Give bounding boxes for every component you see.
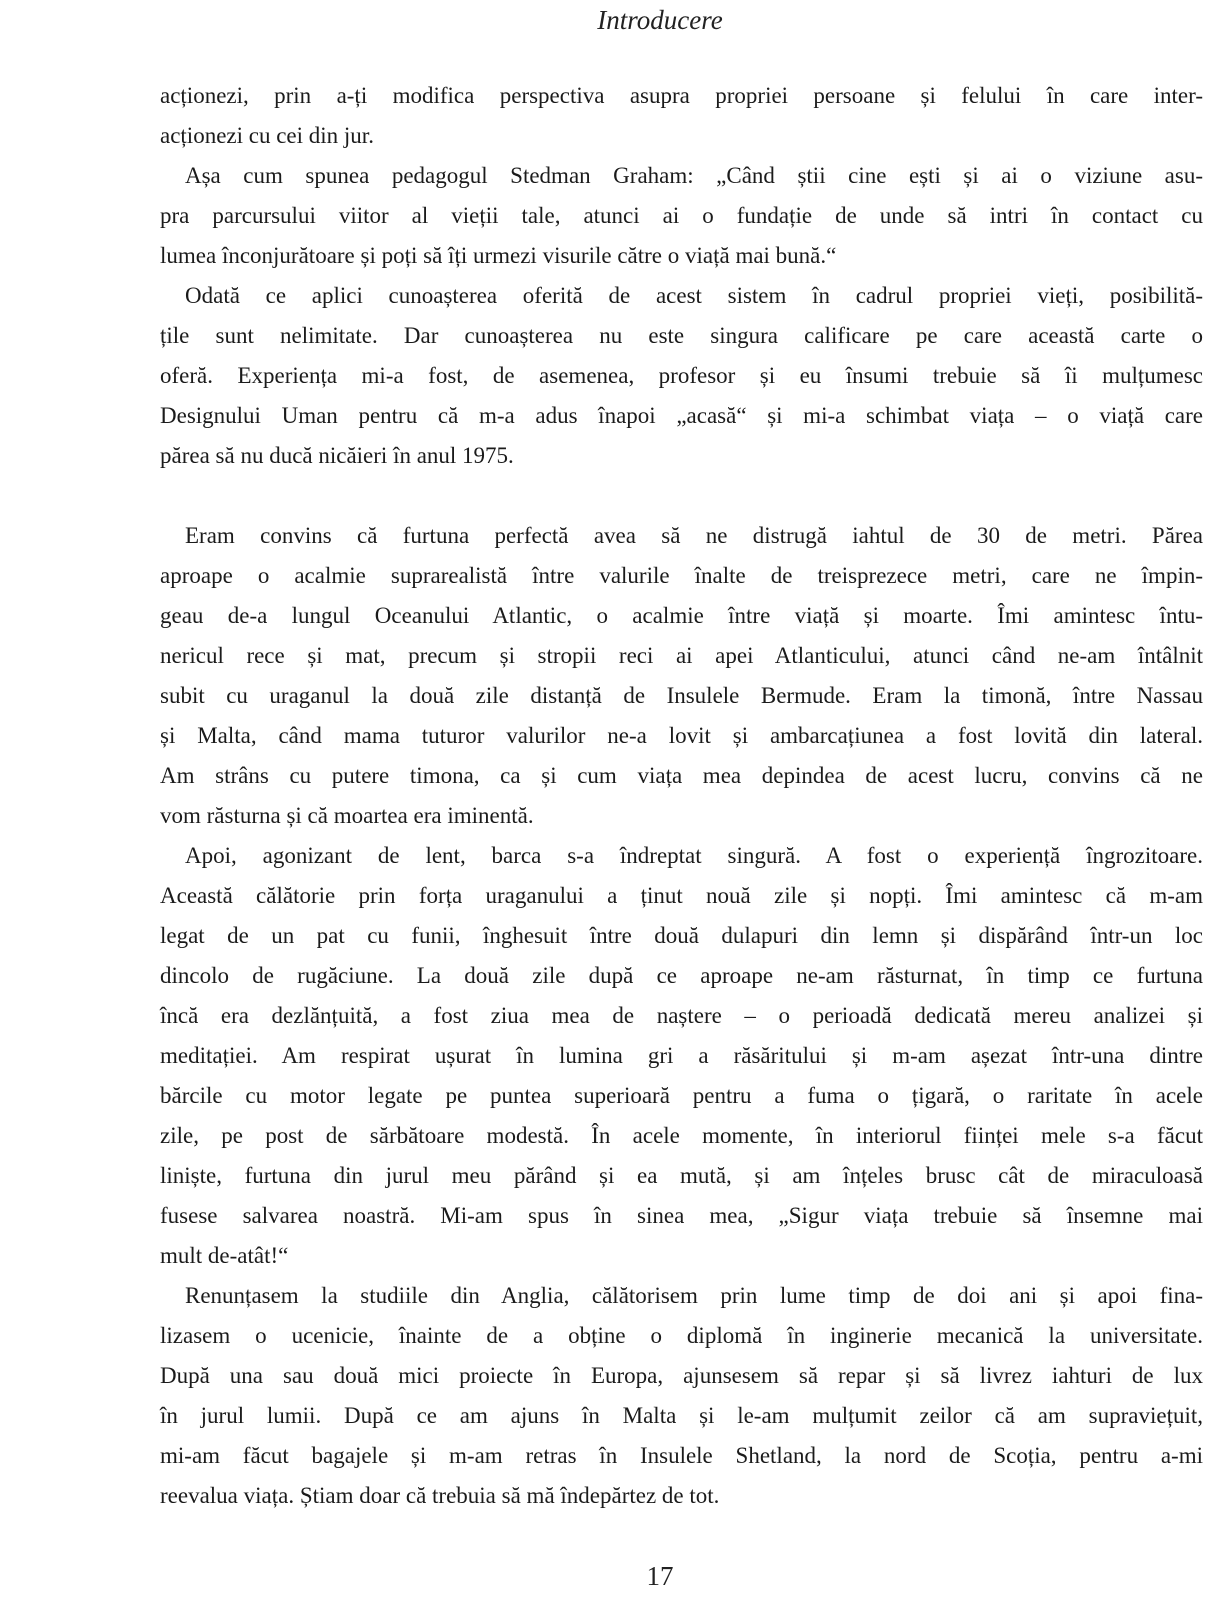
- text-line: părea să nu ducă nicăieri în anul 1975.: [160, 443, 514, 468]
- text-line: oferă. Experiența mi-a fost, de asemenea, profesor și eu însumi trebuie să îi mulțumesc: [160, 363, 1203, 388]
- page-number: 17: [646, 1561, 674, 1591]
- text-line: Așa cum spunea pedagogul Stedman Graham: „Când știi cine ești și ai o viziune asu-: [185, 163, 1203, 188]
- text-line: fusese salvarea noastră. Mi-am spus în sinea mea, „Sigur viața trebuie să însemne mai: [160, 1203, 1203, 1228]
- text-line: Apoi, agonizant de lent, barca s-a îndreptat singură. A fost o experiență îngrozitoare.: [185, 843, 1203, 868]
- text-line: aproape o acalmie suprarealistă între valurile înalte de treisprezece metri, care ne împin-: [160, 563, 1203, 588]
- text-line: dincolo de rugăciune. La două zile după ce aproape ne-am răsturnat, în timp ce furtuna: [160, 963, 1203, 988]
- text-line: subit cu uraganul la două zile distanță de Insulele Bermude. Eram la timonă, între Nassau: [160, 683, 1203, 708]
- text-line: mult de-atât!“: [160, 1243, 289, 1268]
- text-line: acționezi cu cei din jur.: [160, 123, 374, 148]
- text-line: Odată ce aplici cunoașterea oferită de acest sistem în cadrul propriei vieți, posibilită-: [185, 283, 1203, 308]
- text-line: meditației. Am respirat ușurat în lumina gri a răsăritului și m-am așezat într-una dintre: [160, 1043, 1203, 1068]
- text-line: legat de un pat cu funii, înghesuit între două dulapuri din lemn și dispărând într-un loc: [160, 923, 1203, 948]
- paragraph: [160, 156, 1203, 276]
- text-line: zile, pe post de sărbătoare modestă. În acele momente, în interiorul ființei mele s-a făcut: [160, 1123, 1203, 1148]
- paragraph: [160, 76, 1203, 156]
- text-line: bărcile cu motor legate pe puntea superioară pentru a fuma o țigară, o raritate în acele: [160, 1083, 1203, 1108]
- paragraph: [160, 1276, 1203, 1516]
- text-line: Designului Uman pentru că m-a adus înapoi „acasă“ și mi-a schimbat viața – o viață care: [160, 403, 1203, 428]
- text-line: mi-am făcut bagajele și m-am retras în Insulele Shetland, la nord de Scoția, pentru a-mi: [160, 1443, 1203, 1468]
- text-line: încă era dezlănțuită, a fost ziua mea de naștere – o perioadă dedicată mereu analizei și: [160, 1003, 1203, 1028]
- body-text: [160, 76, 1203, 1516]
- text-line: liniște, furtuna din jurul meu părând și ea mută, și am înțeles brusc cât de miraculoasă: [160, 1163, 1203, 1188]
- running-head: Introducere: [597, 5, 723, 35]
- text-line: acționezi, prin a-ți modifica perspectiva asupra propriei persoane și felului în care inter-: [160, 83, 1203, 108]
- text-line: Această călătorie prin forța uraganului a ținut nouă zile și nopți. Îmi amintesc că m-am: [160, 883, 1203, 908]
- text-line: Am strâns cu putere timona, ca și cum viața mea depindea de acest lucru, convins că ne: [160, 763, 1203, 788]
- text-line: lumea înconjurătoare și poți să îți urmezi visurile către o viață mai bună.“: [160, 243, 837, 268]
- text-line: vom răsturna și că moartea era iminentă.: [160, 803, 534, 828]
- text-line: Eram convins că furtuna perfectă avea să ne distrugă iahtul de 30 de metri. Părea: [185, 523, 1203, 548]
- text-line: nericul rece și mat, precum și stropii reci ai apei Atlanticului, atunci când ne-am întâlnit: [160, 643, 1203, 668]
- paragraph: [160, 516, 1203, 836]
- text-line: După una sau două mici proiecte în Europa, ajunsesem să repar și să livrez iahturi de lux: [160, 1363, 1203, 1388]
- paragraph: [160, 836, 1203, 1276]
- text-line: lizasem o ucenicie, înainte de a obține o diplomă în inginerie mecanică la universitate.: [160, 1323, 1203, 1348]
- text-line: Renunțasem la studiile din Anglia, călătorisem prin lume timp de doi ani și apoi fina-: [185, 1283, 1203, 1308]
- text-line: și Malta, când mama tuturor valurilor ne-a lovit și ambarcațiunea a fost lovită din lateral.: [160, 723, 1203, 748]
- text-line: țile sunt nelimitate. Dar cunoașterea nu este singura calificare pe care această carte o: [160, 323, 1203, 348]
- paragraph: [160, 276, 1203, 476]
- text-line: în jurul lumii. După ce am ajuns în Malta și le-am mulțumit zeilor că am supraviețuit,: [160, 1403, 1203, 1428]
- text-line: reevalua viața. Știam doar că trebuia să mă îndepărtez de tot.: [160, 1483, 720, 1508]
- text-line: pra parcursului viitor al vieții tale, atunci ai o fundație de unde să intri în contact cu: [160, 203, 1203, 228]
- text-line: geau de-a lungul Oceanului Atlantic, o acalmie între viață și moarte. Îmi amintesc întu-: [160, 603, 1203, 628]
